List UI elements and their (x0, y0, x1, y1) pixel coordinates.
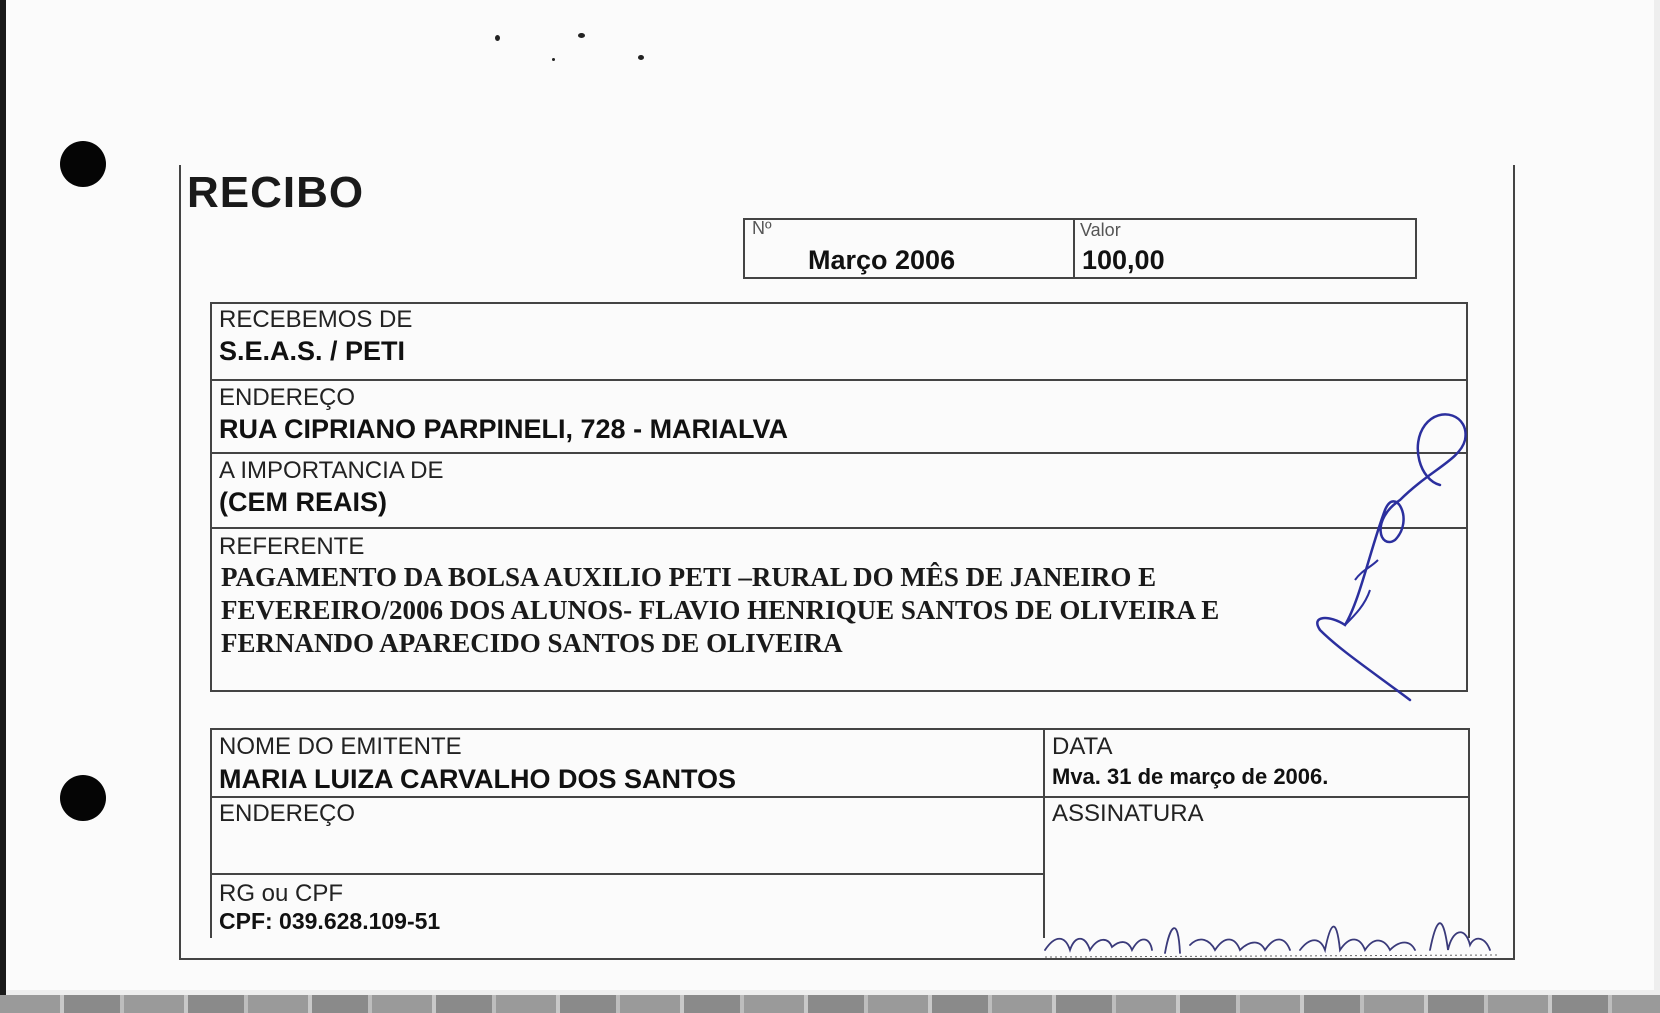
header-box-right (1415, 218, 1417, 279)
referente-line: FERNANDO APARECIDO SANTOS DE OLIVEIRA (221, 628, 843, 658)
rg-cpf-label: RG ou CPF (219, 880, 344, 907)
importancia-value: (CEM REAIS) (219, 487, 387, 517)
endereco-value: RUA CIPRIANO PARPINELI, 728 - MARIALVA (219, 414, 789, 444)
data-value: Mva. 31 de março de 2006. (1052, 764, 1329, 789)
issuer-row-divider (210, 873, 1045, 875)
recebemos-value: S.E.A.S. / PETI (219, 336, 406, 366)
endereco-emitente-label: ENDEREÇO (219, 800, 356, 827)
assinatura-label: ASSINATURA (1052, 800, 1204, 827)
numero-value: Março 2006 (808, 245, 956, 275)
issuer-row-divider (210, 796, 1470, 798)
issuer-box-left (210, 728, 212, 938)
referente-line: PAGAMENTO DA BOLSA AUXILIO PETI –RURAL DO MÊS DE JANEIRO E (221, 562, 1157, 592)
emitente-label: NOME DO EMITENTE (219, 733, 462, 760)
emitente-value: MARIA LUIZA CARVALHO DOS SANTOS (219, 764, 737, 794)
numero-label: Nº (752, 218, 772, 238)
punch-hole (60, 141, 106, 187)
outer-frame-right (1513, 165, 1515, 960)
speck (578, 33, 585, 38)
details-box-top (210, 302, 1468, 304)
row-divider (210, 527, 1468, 529)
valor-label: Valor (1080, 220, 1121, 240)
receipt-title: RECIBO (187, 168, 365, 217)
row-divider (210, 379, 1468, 381)
endereco-label: ENDEREÇO (219, 384, 356, 411)
punch-hole (60, 775, 106, 821)
details-box-bottom (210, 690, 1468, 692)
issuer-box-top (210, 728, 1470, 730)
details-box-left (210, 302, 212, 692)
header-box-divider (1073, 218, 1075, 279)
data-label: DATA (1052, 733, 1113, 760)
outer-frame-left (179, 165, 181, 960)
header-box-bottom (743, 277, 1417, 279)
header-box-left (743, 218, 745, 279)
footer-signature (1040, 895, 1510, 965)
valor-value: 100,00 (1082, 245, 1165, 275)
speck (638, 55, 644, 60)
row-divider (210, 452, 1468, 454)
speck (552, 58, 555, 61)
importancia-label: A IMPORTANCIA DE (219, 457, 444, 484)
referente-label: REFERENTE (219, 533, 365, 560)
margin-signature (1300, 400, 1480, 710)
recebemos-label: RECEBEMOS DE (219, 306, 413, 333)
scan-bottom-edge (0, 995, 1660, 1013)
rg-cpf-value: CPF: 039.628.109-51 (219, 908, 441, 934)
referente-line: FEVEREIRO/2006 DOS ALUNOS- FLAVIO HENRIQUE SANTOS DE OLIVEIRA E (221, 595, 1220, 625)
speck (495, 35, 500, 41)
